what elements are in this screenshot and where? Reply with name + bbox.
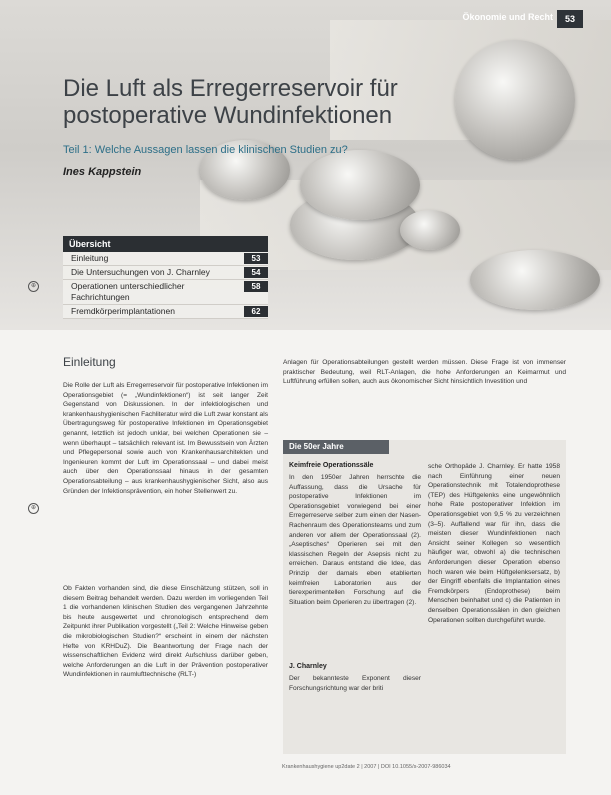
overview-item-page: 54 (244, 267, 268, 278)
header-bar (0, 10, 611, 28)
intro-paragraph-1: Die Rolle der Luft als Erregerreservoir für postoperative Infektionen im Operationsgebiet (= „Wundinfektionen“) ist seit langer Zeit Gegenstand von Diskussionen. In der infektiologischen und krankenhaushygienischen Fachliteratur wird die Luft zwar konstant als Übertragungsweg für postoperative Infektionen im Operationsgebiet genannt, letztlich ist jedoch unklar, bei welchen Operationen sie – wenn überhaupt – tatsächlich relevant ist. Im Bewusstsein von Ärzten und Pflegepersonal sowie auch von Krankenhausarchitekten und Ingenieuren kommt der Luft im Operationssaal – und dabei meist auch über den Operationssaal hinaus in der gesamten Operationsabteilung – aus krankenhaushygienischer Sicht, also aus Gründen der Infektionsprävention, ein hoher Stellenwert zu. (63, 382, 268, 495)
page-number: 53 (557, 10, 583, 28)
coin-shape (300, 150, 420, 220)
article-author: Ines Kappstein (63, 166, 142, 178)
column-2-intro-text: Anlagen für Operationsabteilungen gestellt werden müssen. Diese Frage ist von immenser praktischer Bedeutung, weil RLT-Anlagen, die hohe Anforderungen an Keimarmut und Luftführung erfüllen sollen, auch aus ökonomischer Sicht hinsichtlich Investition und (283, 359, 566, 386)
info-box-text-1: In den 1950er Jahren herrschte die Auffassung, dass die Ursache für postoperative Infektionen im Operationsgebiet vorwiegend bei einer Erregerreserve selber zum einen der Nasen-Rachenraum des Operationsteams und zum anderen vor allem der Operationssaal (2). „Aseptisches“ Operieren sei mit den klassischen Regeln der Asepsis nicht zu erreichen. Daraus entstand die Idee, das Prinzip der damals eben etablierten keimfreien Laboratorien aus der tierexperimentellen Forschung auf die Situation beim Operieren zu übertragen (2). (289, 474, 421, 606)
overview-item-page: 58 (244, 281, 268, 292)
overview-box (63, 236, 268, 319)
article-subtitle: Teil 1: Welche Aussagen lassen die klinischen Studien zu? (63, 144, 348, 156)
registration-mark-icon: ⊕ (28, 503, 39, 514)
overview-item[interactable] (63, 305, 268, 319)
registration-mark-icon: ⊕ (28, 281, 39, 292)
info-box-subheading-2: J. Charnley (289, 663, 327, 670)
overview-heading: Übersicht (63, 236, 268, 252)
overview-item[interactable] (63, 266, 268, 280)
section-heading-intro: Einleitung (63, 355, 116, 369)
coin-shape (470, 250, 600, 310)
overview-item[interactable] (63, 252, 268, 266)
overview-item-label: Fremdkörperimplantationen (71, 306, 175, 316)
info-box-heading: Die 50er Jahre (283, 440, 389, 454)
intro-paragraph-2: Ob Fakten vorhanden sind, die diese Einschätzung stützen, soll in diesem Beitrag behandelt werden. Dazu werden im vorliegenden Teil 1 die vorhandenen klinischen Studien des vergangenen Jahrzehnte bis heute ausgewertet und chronologisch entsprechend dem Zeitpunkt ihrer Publikation vorgestellt („Teil 2: Welche Hinweise geben die mikrobiologischen Studien?“ erscheint in einem der nächsten Hefte von KRHDuZ). Die Beantwortung der Frage nach der wissenschaftlichen Evidenz wird direkt Aufschluss darüber geben, welche Anforderungen an die Luft in der Prävention postoperativer Wundinfektionen in raumlufttechnische (RLT-) (63, 585, 268, 679)
overview-item-page: 53 (244, 253, 268, 264)
coin-shape (400, 210, 460, 250)
section-label: Ökonomie und Recht (462, 12, 553, 22)
overview-item-label: Operationen unterschiedlicher Fachrichtungen (71, 281, 185, 302)
overview-item-label: Einleitung (71, 253, 109, 263)
info-box-text-3: sche Orthopäde J. Charnley. Er hatte 1958 nach Einführung einer neuen Operationstechnik mit Totalendoprothese (TEP) des Hüftgelenks eine ungewöhnlich hohe Rate postoperativer Infektion im Operationsgebiet von 9,5 % zu verzeichnen (3–5). Auffallend war für ihn, dass die meisten dieser Wundinfektionen nach Ansicht seiner Kollegen so wesentlich häufiger war, obwohl a) die technischen Anforderungen dieser Operation ebenso hoch waren wie beim Hüftgelenksersatz, b) der Eingriff ebenfalls die Implantation eines Fremdkörpers (Endoprothese) beim Menschen beinhaltet und c) die Patienten in denselben Operationssälen in den gleichen Operationen sollten durchgeführt wurde. (428, 463, 560, 624)
info-box-subheading-1: Keimfreie Operationssäle (289, 462, 374, 469)
page-footer: Krankenhaushygiene up2date 2 | 2007 | DOI 10.1055/s-2007-986034 (282, 764, 451, 770)
article-title: Die Luft als Erregerreservoir für postoperative Wundinfektionen (63, 75, 398, 129)
info-box-text-2: Der bekannteste Exponent dieser Forschungsrichtung war der briti (289, 675, 421, 692)
overview-item[interactable] (63, 280, 268, 305)
overview-item-label: Die Untersuchungen von J. Charnley (71, 267, 210, 277)
overview-item-page: 62 (244, 306, 268, 317)
